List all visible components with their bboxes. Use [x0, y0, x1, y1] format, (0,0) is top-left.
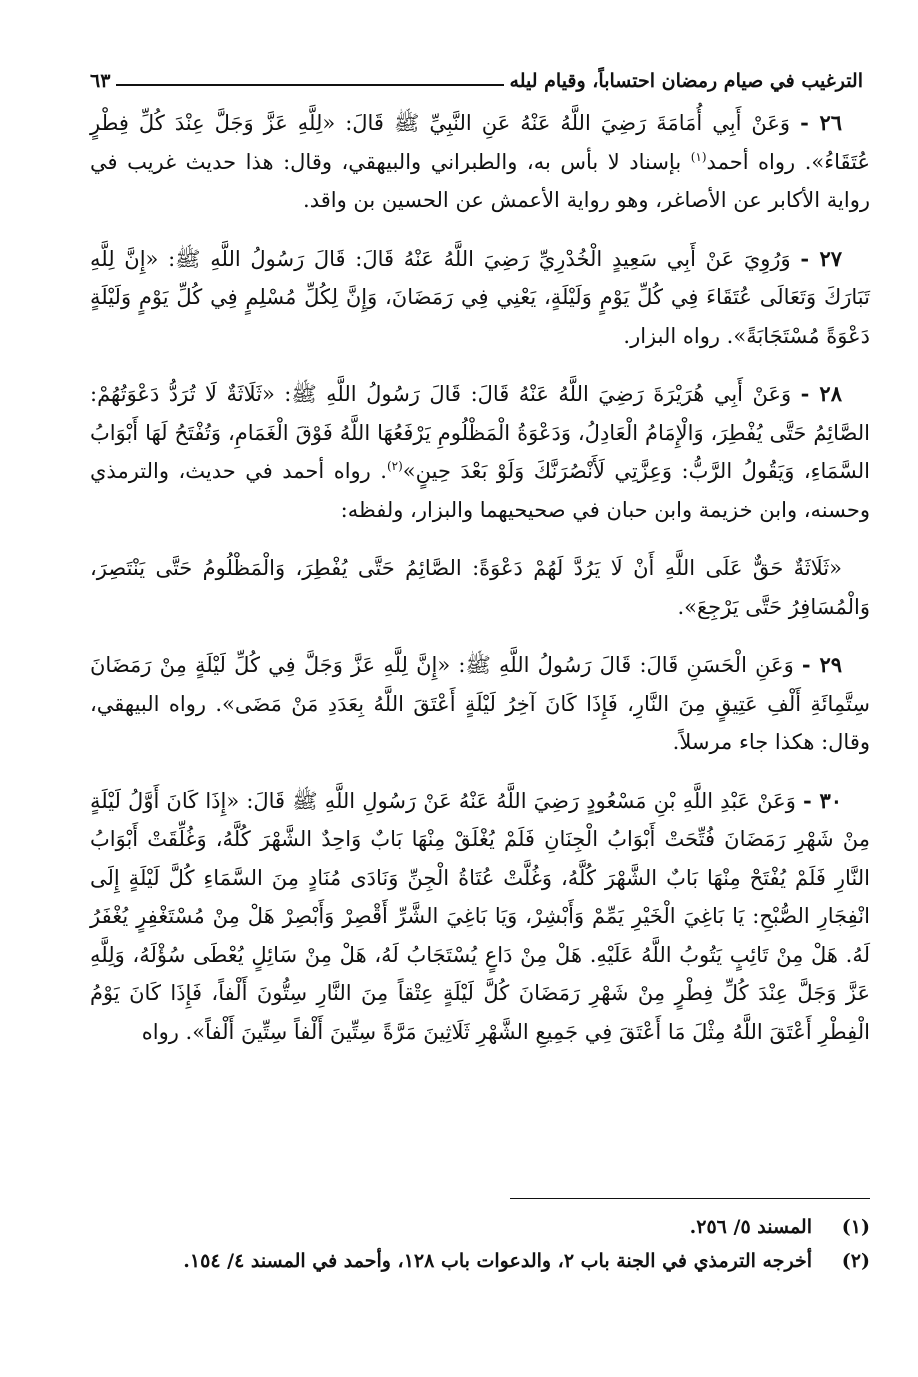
hadith-text: وَعَنْ عَبْدِ اللَّهِ بْنِ مَسْعُودٍ رَضِيَ اللَّهُ عَنْهُ عَنْ رَسُولِ اللَّهِ ﷺ قَالَ: «إِذَا كَانَ أَوَّلُ لَيْلَةٍ مِنْ شَهْرِ رَمَضَانَ فُتِّحَتْ أَبْوَابُ الْجِنَانِ فَلَمْ يُغْلَقْ مِنْهَا بَابٌ وَاحِدٌ الشَّهْرَ كُلَّهُ، وَغُلِّقَتْ أَبْوَابُ النَّارِ فَلَمْ يُفْتَحْ مِنْهَا بَابٌ الشَّهْرَ كُلَّهُ، وَغُلَّتْ عُتَاةُ الْجِنِّ وَنَادَى مُنَادٍ مِنَ السَّمَاءِ كُلَّ لَيْلَةٍ إِلَى انْفِجَارِ الصُّبْحِ: يَا بَاغِيَ الْخَيْرِ يَمِّمْ وَأَبْشِرْ، وَيَا بَاغِيَ الشَّرِّ أَقْصِرْ وَأَبْصِرْ هَلْ مِنْ مُسْتَغْفِرٍ يُغْفَرُ لَهُ. هَلْ مِنْ تَائِبٍ يَتُوبُ اللَّهُ عَلَيْهِ. هَلْ مِنْ دَاعٍ يُسْتَجَابُ لَهُ، هَلْ مِنْ سَائِلٍ يُعْطَى سُؤْلَهُ، وَلِلَّهِ عَزَّ وَجَلَّ عِنْدَ كُلِّ فِطْرٍ مِنْ شَهْرِ رَمَضَانَ كُلَّ لَيْلَةٍ عِتْقاً مِنَ النَّارِ سِتُّونَ أَلْفاً، فَإِذَا كَانَ يَوْمُ الْفِطْرِ أَعْتَقَ اللَّهُ مِثْلَ مَا أَعْتَقَ فِي جَمِيعِ الشَّهْرِ ثَلَاثِينَ مَرَّةً سِتِّينَ أَلْفاً سِتِّينَ أَلْفاً». رواه — [90, 788, 870, 1044]
hadith-text: وَرُوِيَ عَنْ أَبِي سَعِيدٍ الْخُدْرِيِّ رَضِيَ اللَّهُ عَنْهُ قَالَ: قَالَ رَسُولُ اللَّهِ ﷺ: «إِنَّ لِلَّهِ تَبَارَكَ وَتَعَالَى عُتَقَاءَ فِي كُلِّ يَوْمٍ وَلَيْلَةٍ، يَعْنِي فِي رَمَضَانَ، وَإِنَّ لِكُلِّ مُسْلِمٍ فِي كُلِّ يَوْمٍ وَلَيْلَةٍ دَعْوَةً مُسْتَجَابَةً». رواه البزار. — [90, 246, 870, 348]
hadith-number: ٢٦ - — [800, 110, 842, 135]
footnote-text: المسند ٥/ ٢٥٦. — [689, 1216, 812, 1238]
hadith-text: وَعَنِ الْحَسَنِ قَالَ: قَالَ رَسُولُ اللَّهِ ﷺ: «إِنَّ لِلَّهِ عَزَّ وَجَلَّ فِي كُلِّ لَيْلَةٍ مِنْ رَمَضَانَ سِتَّمِائَةِ أَلْفِ عَتِيقٍ مِنَ النَّارِ، فَإِذَا كَانَ آخِرُ لَيْلَةٍ أَعْتَقَ اللَّهُ بِعَدَدِ مَنْ مَضَى». رواه البيهقي، وقال: هكذا جاء مرسلاً. — [90, 653, 870, 754]
hadith-28 — [90, 375, 870, 529]
hadith-number: ٢٧ - — [800, 245, 842, 271]
hadith-26 — [90, 104, 870, 220]
page-body — [90, 104, 870, 1071]
hadith-number: ٢٩ - — [801, 652, 842, 677]
hadith-30 — [90, 782, 870, 1052]
hadith-number: ٣٠ - — [802, 787, 842, 813]
hadith-number: ٢٨ - — [800, 381, 842, 406]
hadith-28-variant — [90, 549, 870, 626]
footnote-divider — [510, 1198, 870, 1199]
footnote-item — [90, 1210, 870, 1244]
hadith-text: وَعَنْ أَبِي أُمَامَةَ رَضِيَ اللَّهُ عَنْهُ عَنِ النَّبِيِّ ﷺ قَالَ: «لِلَّهِ عَزَّ وَجَلَّ عِنْدَ كُلِّ فِطْرٍ عُتَقَاءُ». رواه أحمد — [90, 111, 870, 174]
footnotes — [90, 1210, 870, 1278]
footnote-text: أخرجه الترمذي في الجنة باب ٢، والدعوات باب ١٢٨، وأحمد في المسند ٤/ ١٥٤. — [183, 1250, 812, 1272]
footnote-mark: (١) — [841, 1216, 870, 1238]
footnote-mark: (٢) — [841, 1250, 870, 1272]
hadith-tail: بإسناد لا بأس به، والطبراني والبيهقي، وقال: هذا حديث غريب في رواية الأكابر عن الأصاغر، وهو رواية الأعمش عن الحسين بن واقد. — [90, 149, 870, 212]
hadith-27 — [90, 240, 870, 356]
running-header — [90, 58, 863, 92]
footnote-ref: (١) — [690, 149, 707, 164]
page-number: ٦٣ — [90, 70, 111, 92]
hadith-tail: . رواه أحمد في حديث، والترمذي وحسنه، وابن خزيمة وابن حبان في صحيحيهما والبزار، ولفظه: — [90, 459, 870, 522]
hadith-29 — [90, 646, 870, 762]
footnote-item — [90, 1244, 870, 1278]
header-rule — [116, 84, 503, 86]
header-title: الترغيب في صيام رمضان احتساباً، وقيام ليله — [509, 70, 863, 92]
hadith-text: «ثَلَاثَةٌ حَقٌّ عَلَى اللَّهِ أَنْ لَا يَرُدَّ لَهُمْ دَعْوَةً: الصَّائِمُ حَتَّى يُفْطِرَ، وَالْمَظْلُومُ حَتَّى يَنْتَصِرَ، وَالْمُسَافِرُ حَتَّى يَرْجِعَ». — [90, 556, 870, 619]
hadith-text: وَعَنْ أَبِي هُرَيْرَةَ رَضِيَ اللَّهُ عَنْهُ قَالَ: قَالَ رَسُولُ اللَّهِ ﷺ: «ثَلَاثَةٌ لَا تُرَدُّ دَعْوَتُهُمْ: الصَّائِمُ حَتَّى يُفْطِرَ، وَالْإِمَامُ الْعَادِلُ، وَدَعْوَةُ الْمَظْلُومِ يَرْفَعُهَا اللَّهُ فَوْقَ الْغَمَامِ، وَتُفْتَحُ لَهَا أَبْوَابُ السَّمَاءِ، وَيَقُولُ الرَّبُّ: وَعِزَّتِي لَأَنْصُرَنَّكَ وَلَوْ بَعْدَ حِينٍ» — [90, 382, 870, 483]
footnote-ref: (٢) — [386, 459, 403, 473]
